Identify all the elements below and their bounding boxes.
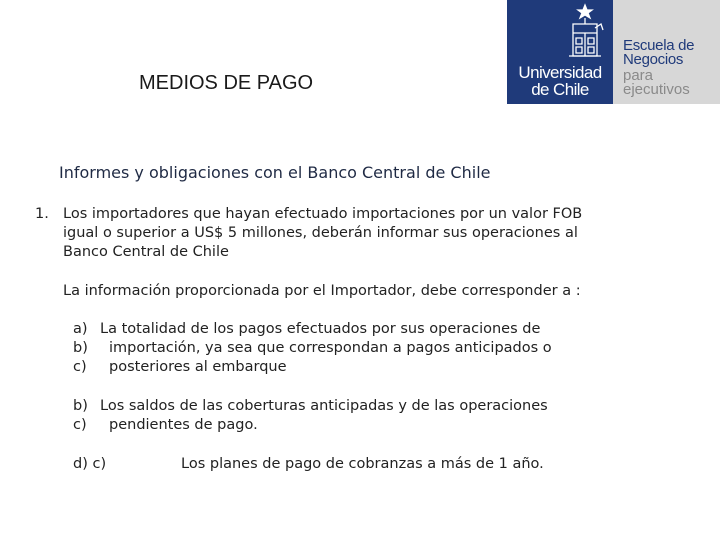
list-marker: b): [73, 340, 88, 356]
list-item: pendientes de pago.: [109, 417, 258, 433]
logo-university-line2: de Chile: [531, 80, 589, 99]
list-marker: d) c): [73, 456, 107, 472]
item-1-marker: 1.: [35, 206, 49, 222]
list-marker: a): [73, 321, 88, 337]
logo-school-line4: ejecutivos: [623, 81, 690, 98]
list-item: Los saldos de las coberturas anticipadas y de las operaciones: [100, 398, 548, 414]
list-item: La totalidad de los pagos efectuados por sus operaciones de: [100, 321, 541, 337]
slide-title: MEDIOS DE PAGO: [139, 72, 314, 94]
slide-subtitle: Informes y obligaciones con el Banco Central de Chile: [59, 163, 491, 182]
list-marker: c): [73, 417, 87, 433]
list-item: importación, ya sea que correspondan a pagos anticipados o: [109, 340, 552, 356]
logo-school-line3: para: [623, 67, 654, 84]
university-logo: [507, 0, 720, 104]
logo-school-line2: Negocios: [623, 51, 684, 68]
item-1-line: Banco Central de Chile: [63, 244, 229, 260]
list-marker: b): [73, 398, 88, 414]
logo-university-line1: Universidad: [518, 63, 602, 82]
intro-text: La información proporcionada por el Importador, debe corresponder a :: [63, 283, 581, 299]
list-item: Los planes de pago de cobranzas a más de 1 año.: [181, 456, 544, 472]
item-1-line: igual o superior a US$ 5 millones, deberán informar sus operaciones al: [63, 225, 578, 241]
list-item: posteriores al embarque: [109, 359, 287, 375]
logo-school-line1: Escuela de: [623, 37, 695, 54]
logo-gray-panel: [613, 0, 720, 104]
logo-blue-panel: [507, 0, 613, 104]
item-1-line: Los importadores que hayan efectuado importaciones por un valor FOB: [63, 206, 583, 222]
university-crest-icon: [507, 0, 613, 62]
list-marker: c): [73, 359, 87, 375]
